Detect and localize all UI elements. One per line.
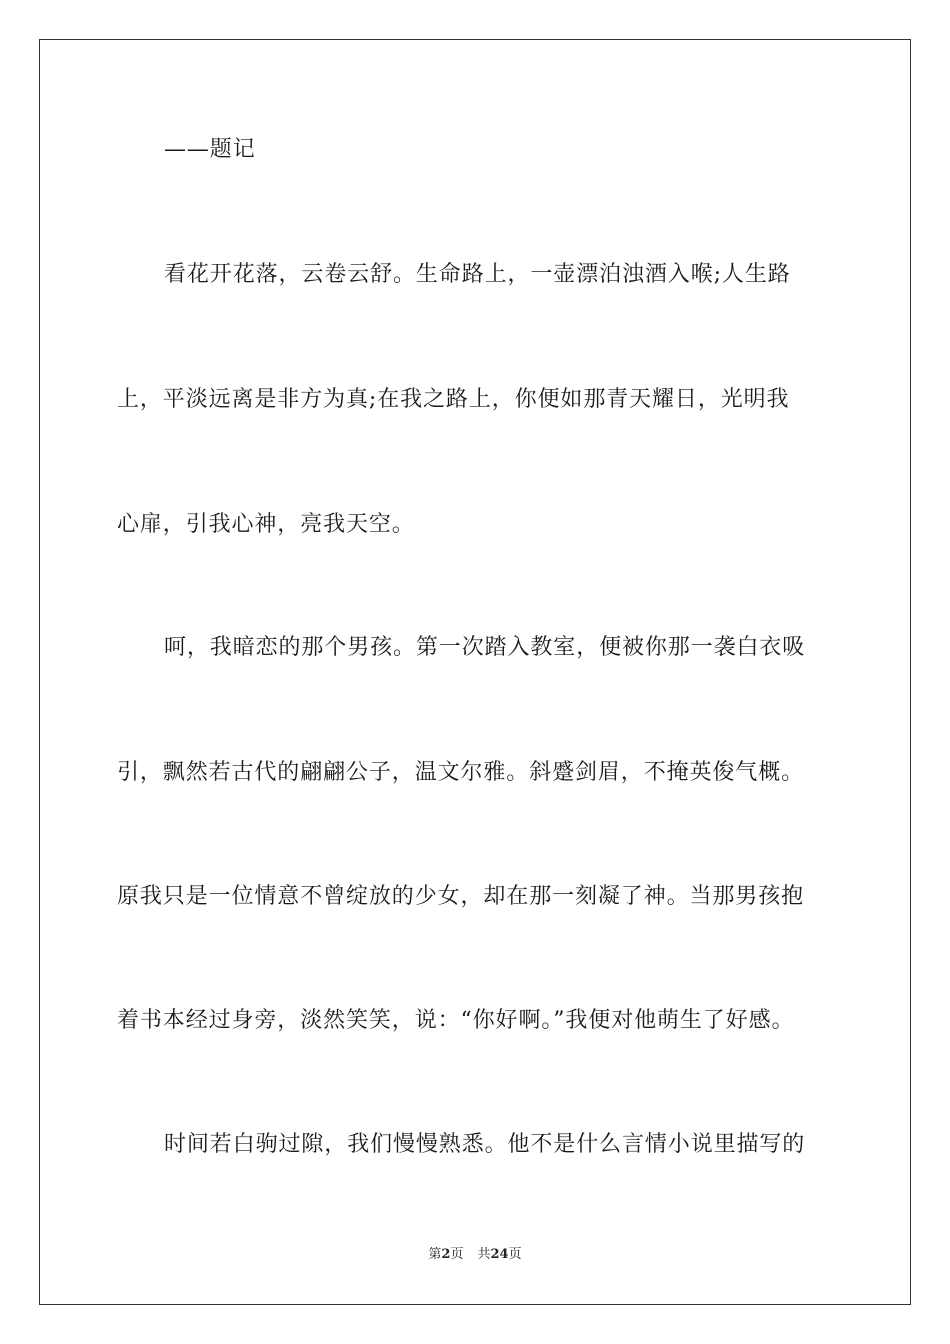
page-footer [0, 1246, 950, 1264]
page-border [39, 39, 911, 1305]
total-pages: 24 [490, 1247, 509, 1262]
paragraph-line: 呵，我暗恋的那个男孩。第一次踏入教室，便被你那一袭白衣吸 [164, 635, 806, 660]
page-number: 2 [441, 1247, 451, 1262]
page-suffix: 页 [450, 1247, 464, 1262]
paragraph-line: 上，平淡远离是非方为真;在我之路上，你便如那青天耀日，光明我 [117, 387, 790, 412]
paragraph-line: 时间若白驹过隙，我们慢慢熟悉。他不是什么言情小说里描写的 [164, 1132, 806, 1157]
paragraph-line: 着书本经过身旁，淡然笑笑，说：“你好啊。”我便对他萌生了好感。 [117, 1008, 795, 1033]
total-prefix: 共 [477, 1247, 491, 1262]
paragraph-line: 看花开花落，云卷云舒。生命路上，一壶漂泊浊酒入喉;人生路 [164, 262, 791, 287]
paragraph-line: 引，飘然若古代的翩翩公子，温文尔雅。斜蹙剑眉，不掩英俊气概。 [117, 760, 805, 785]
page-prefix: 第 [428, 1247, 442, 1262]
epigraph-signature: ——题记 [164, 137, 256, 162]
paragraph-line: 心扉，引我心神，亮我天空。 [117, 512, 415, 537]
total-suffix: 页 [508, 1247, 522, 1262]
paragraph-line: 原我只是一位情意不曾绽放的少女，却在那一刻凝了神。当那男孩抱 [117, 884, 805, 909]
